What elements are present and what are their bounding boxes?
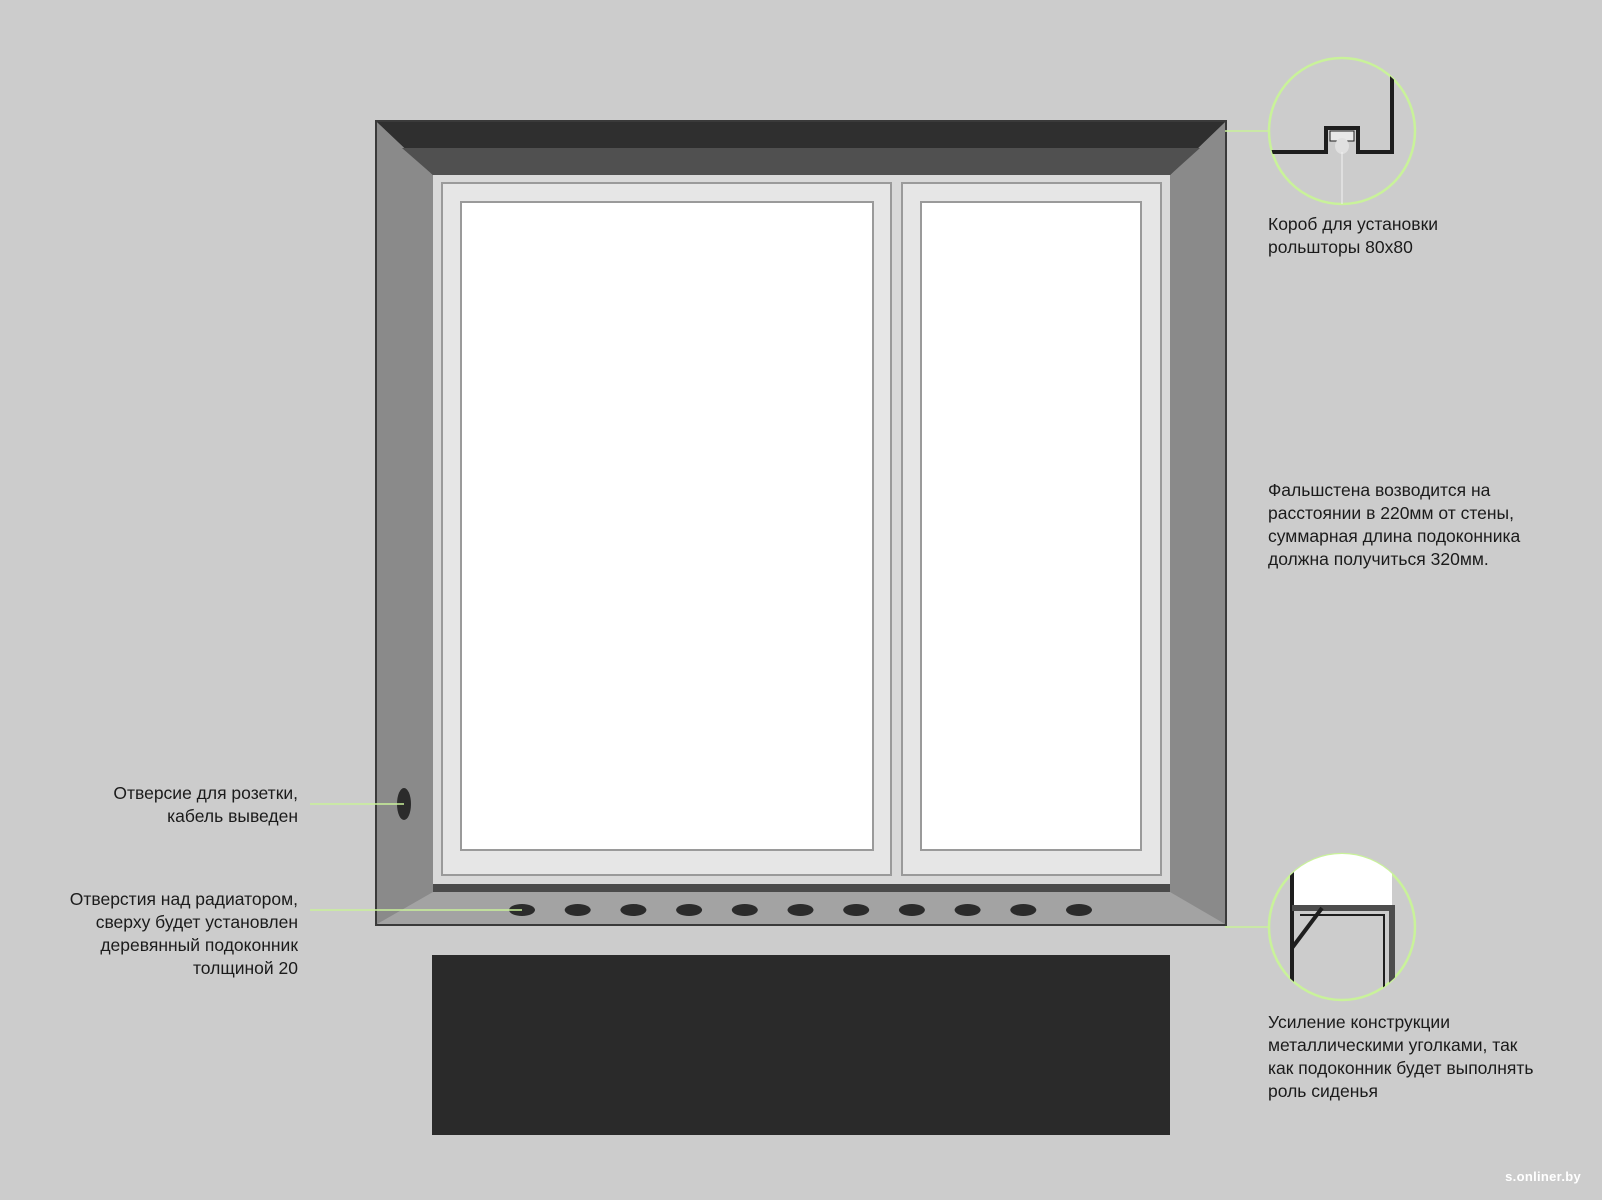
vent-hole: [955, 904, 981, 916]
vent-hole: [620, 904, 646, 916]
right-glass: [921, 202, 1141, 850]
right-reveal: [1170, 122, 1225, 924]
top-reveal-lower: [402, 148, 1200, 175]
vent-hole: [565, 904, 591, 916]
watermark: s.onliner.by: [1505, 1169, 1581, 1184]
label-rollbox: Короб для установки рольшторы 80х80: [1268, 214, 1439, 257]
vent-hole: [676, 904, 702, 916]
detail-reinforcement: [1269, 850, 1415, 1010]
vent-hole: [1066, 904, 1092, 916]
window-frame: [433, 175, 1170, 884]
vent-hole: [899, 904, 925, 916]
label-false-wall: Фальшстена возводится на расстоянии в 220мм от стены, суммарная длина подоконника должна получиться 320мм.: [1268, 480, 1521, 569]
label-reinforcement: Усиление конструкции металлическими уголками, так как подоконник будет выполнять роль сиденья: [1268, 1012, 1534, 1101]
corner-wall-light: [1292, 850, 1392, 910]
label-radiator-vents: Отверстия над радиатором, сверху будет установлен деревянный подоконник толщиной 20: [69, 889, 298, 978]
vent-hole: [843, 904, 869, 916]
radiator: [432, 955, 1170, 1135]
label-socket-hole: Отверсие для розетки, кабель выведен: [113, 783, 298, 826]
detail-rollbox: [1260, 40, 1415, 210]
sill-edge: [433, 884, 1170, 892]
rollbox-roller: [1335, 138, 1349, 154]
left-glass: [461, 202, 873, 850]
vent-hole: [1010, 904, 1036, 916]
vent-hole: [788, 904, 814, 916]
vent-hole: [732, 904, 758, 916]
